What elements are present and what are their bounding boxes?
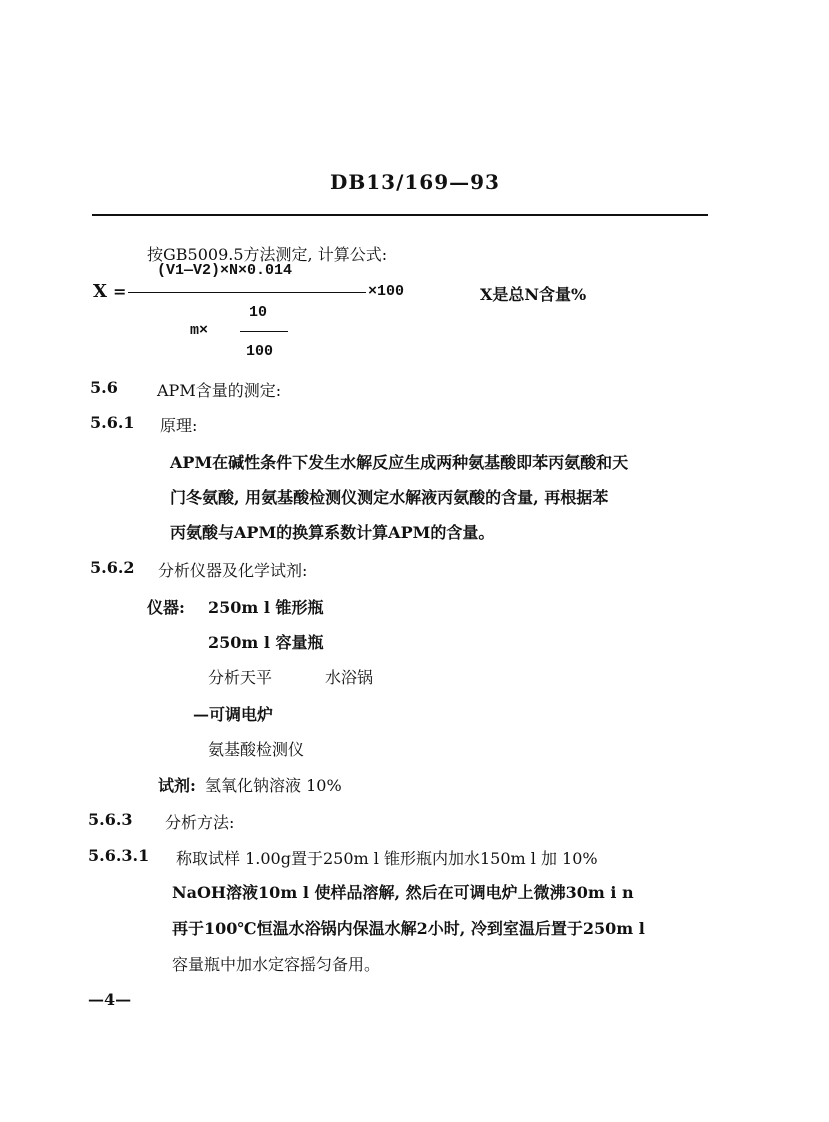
- section-5-6-title: APM含量的测定:: [157, 381, 282, 400]
- reagent-naoh: 氢氧化钠溶液 10%: [205, 776, 342, 795]
- instrument-electric-stove: —可调电炉: [193, 705, 274, 724]
- instrument-volumetric-flask: 250m l 容量瓶: [208, 633, 324, 652]
- reagent-label: 试剂:: [158, 776, 196, 795]
- inner-fraction-line: [240, 331, 288, 332]
- section-5-6-2-number: 5.6.2: [90, 558, 135, 577]
- doc-number-header: DB13/169—93: [330, 170, 500, 194]
- method-line-1: 称取试样 1.00g置于250m l 锥形瓶内加水150m l 加 10%: [176, 849, 598, 868]
- instruments-label: 仪器:: [147, 598, 185, 617]
- method-line-4: 容量瓶中加水定容摇匀备用。: [172, 955, 381, 974]
- inner-denominator: 100: [246, 343, 274, 360]
- instrument-amino-acid-analyzer: 氨基酸检测仪: [208, 740, 305, 759]
- section-5-6-3-number: 5.6.3: [88, 810, 133, 829]
- page-number: —4—: [88, 990, 132, 1009]
- main-fraction-line: [128, 292, 366, 293]
- section-5-6-3-title: 分析方法:: [165, 813, 235, 832]
- principle-line-3: 丙氨酸与APM的换算系数计算APM的含量。: [170, 523, 495, 542]
- formula-lhs: X: [93, 281, 107, 302]
- section-5-6-2-title: 分析仪器及化学试剂:: [158, 561, 308, 580]
- method-line-2: NaOH溶液10m l 使样品溶解, 然后在可调电炉上微沸30m i n: [172, 883, 634, 902]
- instrument-conical-flask: 250m l 锥形瓶: [208, 598, 324, 617]
- formula-m-times: m×: [190, 322, 209, 339]
- inner-numerator: 10: [249, 304, 268, 321]
- formula-note: X是总N含量%: [480, 285, 587, 304]
- header-rule: [92, 214, 708, 216]
- section-5-6-3-1-number: 5.6.3.1: [88, 846, 150, 865]
- formula-numerator: (V1—V2)×N×0.014: [157, 262, 293, 279]
- principle-line-2: 门冬氨酸, 用氨基酸检测仪测定水解液丙氨酸的含量, 再根据苯: [170, 488, 609, 507]
- principle-line-1: APM在碱性条件下发生水解反应生成两种氨基酸即苯丙氨酸和天: [170, 453, 629, 472]
- section-5-6-1-title: 原理:: [160, 416, 198, 435]
- formula-times-100: ×100: [368, 283, 405, 300]
- instrument-water-bath: 水浴锅: [325, 668, 374, 687]
- formula-equals: =: [113, 282, 127, 301]
- instrument-balance: 分析天平: [208, 668, 273, 687]
- method-line-3: 再于100℃恒温水浴锅内保温水解2小时, 冷到室温后置于250m l: [172, 919, 645, 938]
- formula-intro: 按GB5009.5方法测定, 计算公式:: [147, 245, 388, 264]
- section-5-6-1-number: 5.6.1: [90, 413, 135, 432]
- section-5-6-number: 5.6: [90, 378, 118, 397]
